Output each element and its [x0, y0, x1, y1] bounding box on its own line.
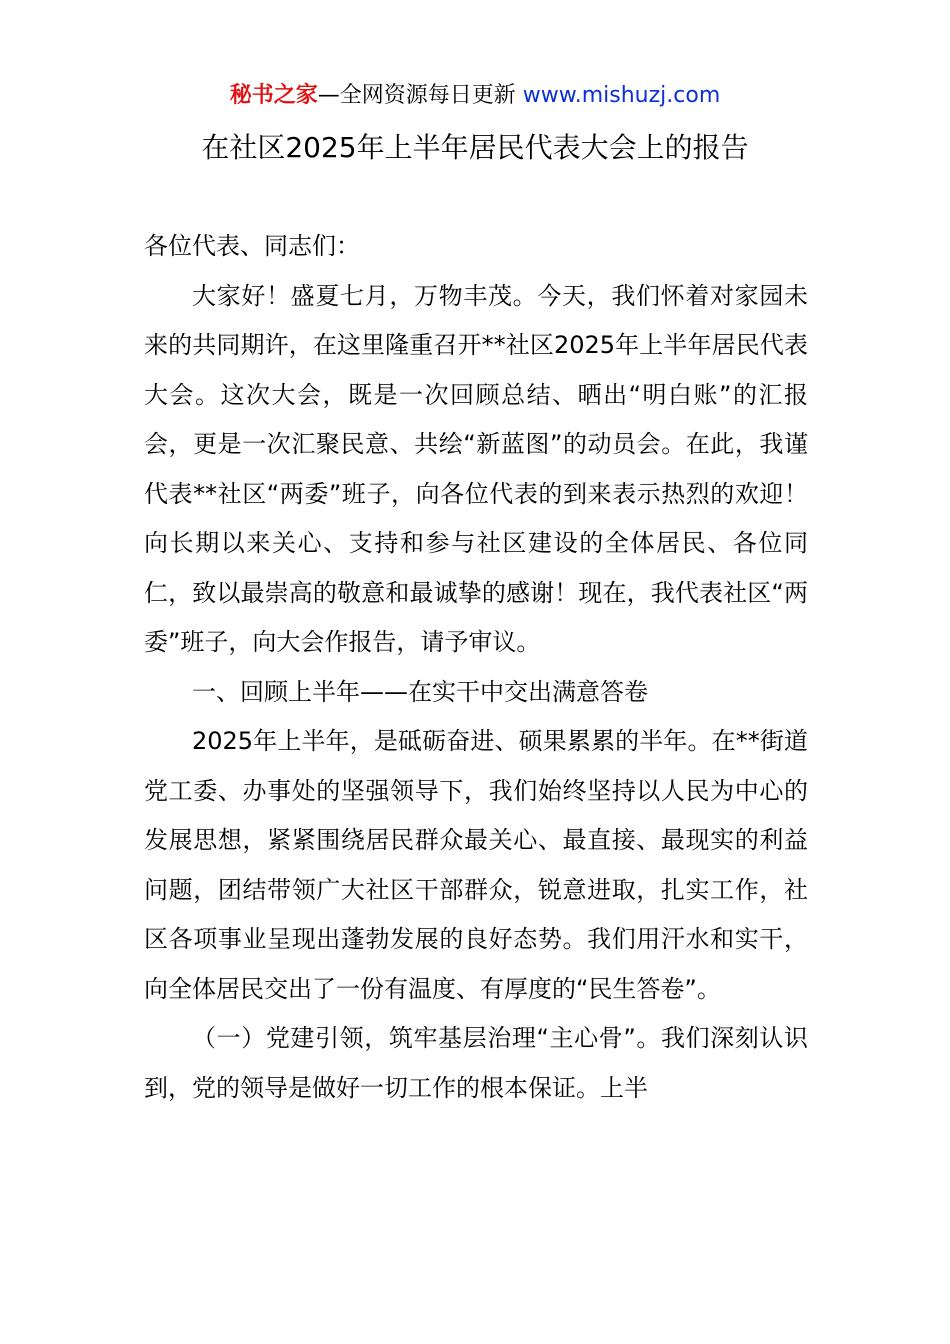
document-title: 在社区2025年上半年居民代表大会上的报告: [201, 131, 749, 164]
document-body: [144, 222, 808, 1113]
paragraph-review: 2025年上半年，是砥砺奋进、硕果累累的半年。在**街道党工委、办事处的坚强领导下，我们始终坚持以人民为中心的发展思想，紧紧围绕居民群众最关心、最直接、最现实的利益问题，团结带领广大社区干部群众，锐意进取，扎实工作，社区各项事业呈现出蓬勃发展的良好态势。我们用汗水和实干，向全体居民交出了一份有温度、有厚度的“民生答卷”。: [144, 727, 808, 1003]
paragraph-opening: 大家好！盛夏七月，万物丰茂。今天，我们怀着对家园未来的共同期许，在这里隆重召开**社区2025年上半年居民代表大会。这次大会，既是一次回顾总结、晒出“明白账”的汇报会，更是一次汇聚民意、共绘“新蓝图”的动员会。在此，我谨代表**社区“两委”班子，向各位代表的到来表示热烈的欢迎！向长期以来关心、支持和参与社区建设的全体居民、各位同仁，致以最崇高的敬意和最诚挚的感谢！现在，我代表社区“两委”班子，向大会作报告，请予审议。: [144, 281, 808, 656]
paragraph-party-building: （一）党建引领，筑牢基层治理“主心骨”。我们深刻认识到，党的领导是做好一切工作的根本保证。上半: [144, 1024, 808, 1102]
section-heading: 一、回顾上半年——在实干中交出满意答卷: [192, 677, 648, 706]
site-url-link[interactable]: www.mishuzj.com: [522, 83, 721, 108]
site-brand: 秘书之家: [229, 83, 318, 108]
site-header: [0, 80, 950, 112]
salutation: 各位代表、同志们：: [144, 232, 360, 260]
site-tagline: —全网资源每日更新: [317, 83, 516, 108]
